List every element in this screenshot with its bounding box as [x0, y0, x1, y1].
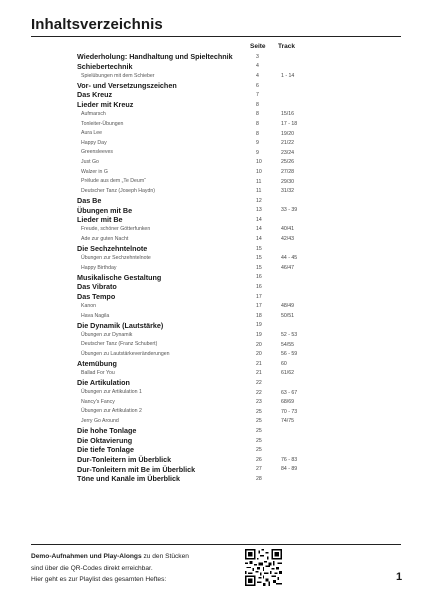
toc-entry-title: Aura Lee	[81, 130, 103, 137]
toc-entry-title: Just Go	[81, 159, 99, 166]
toc-entry-page: 19	[256, 332, 262, 339]
toc-entry-page: 25	[256, 437, 262, 444]
toc-section-row	[0, 359, 423, 369]
toc-section-row	[0, 321, 423, 331]
toc-entry-title: Ballad For You	[81, 370, 115, 377]
toc-entry-page: 9	[256, 149, 259, 156]
toc-entry-title: Übungen zur Dynamik	[81, 331, 133, 338]
toc-entry-track: 63 - 67	[281, 389, 298, 396]
toc-entry-title: Übungen zur Artikulation 1	[81, 389, 142, 396]
toc-entry-title: Das Kreuz	[77, 90, 113, 100]
toc-entry-page: 7	[256, 92, 259, 99]
toc-entry-title: Atemübung	[77, 359, 117, 368]
toc-entry-title: Die Artikulation	[77, 378, 130, 388]
toc-entry-page: 28	[256, 475, 262, 482]
toc-subentry-row	[0, 263, 423, 273]
toc-subentry-row	[0, 407, 423, 417]
toc-entry-page: 16	[256, 274, 262, 281]
toc-entry-page: 4	[256, 63, 259, 70]
toc-entry-page: 25	[256, 418, 262, 425]
toc-entry-track: 44 - 45	[281, 255, 298, 262]
toc-subentry-row	[0, 71, 423, 81]
toc-entry-track: 68/69	[281, 399, 294, 406]
toc-subentry-row	[0, 330, 423, 340]
toc-entry-title: Die Oktavierung	[77, 435, 133, 445]
toc-entry-page: 14	[256, 236, 262, 243]
toc-entry-title: Walzer in G	[81, 168, 108, 175]
toc-entry-track: 54/55	[281, 341, 294, 348]
toc-entry-title: Hava Nagila	[81, 312, 110, 319]
toc-subentry-row	[0, 110, 423, 120]
toc-entry-title: Wiederholung: Handhaltung und Spieltechnik	[77, 52, 233, 61]
toc-entry-page: 21	[256, 370, 262, 377]
toc-entry-title: Kanon	[81, 302, 97, 309]
qr-code-icon[interactable]	[245, 549, 282, 586]
toc-section-row	[0, 273, 423, 283]
toc-entry-page: 25	[256, 427, 262, 434]
toc-entry-page: 18	[256, 312, 262, 319]
toc-entry-title: Prélude aus dem „Te Deum“	[81, 178, 146, 185]
toc-entry-page: 20	[256, 341, 262, 348]
toc-subentry-row	[0, 340, 423, 350]
toc-entry-page: 9	[256, 140, 259, 147]
toc-section-row	[0, 436, 423, 446]
toc-entry-title: Dur-Tonleitern im Überblick	[77, 454, 172, 464]
toc-entry-track: 74/75	[281, 418, 294, 425]
toc-section-row	[0, 52, 423, 62]
toc-entry-track: 40/41	[281, 226, 294, 233]
toc-subentry-row	[0, 148, 423, 158]
toc-entry-page: 15	[256, 245, 262, 252]
footer-divider	[31, 544, 401, 545]
toc-entry-page: 12	[256, 197, 262, 204]
footer-bold-lead: Demo-Aufnahmen und Play-Alongs	[31, 553, 142, 560]
toc-entry-page: 27	[256, 466, 262, 473]
toc-entry-title: Aufmarsch	[81, 111, 106, 118]
toc-subentry-row	[0, 253, 423, 263]
toc-subentry-row	[0, 397, 423, 407]
toc-entry-title: Vor- und Versetzungszeichen	[77, 80, 177, 90]
toc-entry-track: 19/20	[281, 130, 294, 137]
footer-line3: Hier geht es zur Playlist des gesamten Heftes:	[31, 576, 167, 583]
toc-entry-page: 11	[256, 178, 262, 185]
toc-entry-page: 11	[256, 188, 262, 195]
toc-subentry-row	[0, 158, 423, 168]
table-of-contents	[0, 52, 423, 484]
toc-entry-track: 76 - 83	[281, 456, 298, 463]
toc-subentry-row	[0, 119, 423, 129]
toc-entry-title: Musikalische Gestaltung	[77, 272, 162, 282]
toc-entry-track: 29/30	[281, 178, 294, 185]
toc-entry-title: Das Be	[77, 195, 102, 205]
toc-entry-title: Deutscher Tanz (Franz Schubert)	[81, 341, 158, 348]
toc-section-row	[0, 378, 423, 388]
toc-entry-title: Die hohe Tonlage	[77, 426, 137, 436]
toc-entry-track: 15/16	[281, 111, 294, 118]
toc-entry-title: Übungen zur Sechzehntelnote	[81, 254, 151, 261]
toc-subentry-row	[0, 177, 423, 187]
toc-subentry-row	[0, 311, 423, 321]
toc-entry-page: 8	[256, 120, 259, 127]
toc-entry-page: 25	[256, 408, 262, 415]
toc-entry-track: 56 - 59	[281, 351, 298, 358]
toc-entry-title: Das Tempo	[77, 291, 116, 301]
page-title: Inhaltsverzeichnis	[31, 16, 163, 33]
toc-entry-track: 25/26	[281, 159, 294, 166]
toc-subentry-row	[0, 167, 423, 177]
toc-entry-title: Übungen zu Lautstärkeveränderungen	[81, 350, 170, 357]
toc-entry-page: 21	[256, 360, 262, 367]
toc-subentry-row	[0, 369, 423, 379]
toc-section-row	[0, 426, 423, 436]
toc-entry-track: 84 - 89	[281, 466, 298, 473]
toc-entry-page: 16	[256, 284, 262, 291]
toc-entry-title: Tonleiter-Übungen	[81, 120, 124, 127]
toc-entry-page: 17	[256, 293, 262, 300]
toc-subentry-row	[0, 234, 423, 244]
toc-entry-track: 70 - 73	[281, 408, 298, 415]
toc-entry-track: 60	[281, 360, 287, 367]
toc-subentry-row	[0, 349, 423, 359]
toc-entry-page: 25	[256, 447, 262, 454]
toc-entry-track: 50/51	[281, 312, 294, 319]
toc-section-row	[0, 244, 423, 254]
toc-entry-title: Übungen mit Be	[77, 205, 133, 215]
toc-entry-page: 8	[256, 101, 259, 108]
toc-entry-page: 15	[256, 255, 262, 262]
footer-line1: zu den Stücken	[141, 553, 189, 560]
toc-entry-track: 42/43	[281, 236, 294, 243]
toc-entry-track: 31/32	[281, 188, 294, 195]
toc-entry-track: 61/62	[281, 370, 294, 377]
toc-section-row	[0, 215, 423, 225]
toc-entry-page: 22	[256, 389, 262, 396]
toc-entry-title: Töne und Kanäle im Überblick	[77, 474, 181, 484]
toc-subentry-row	[0, 388, 423, 398]
toc-entry-track: 46/47	[281, 264, 294, 271]
toc-section-row	[0, 81, 423, 91]
toc-entry-track: 21/22	[281, 140, 294, 147]
page-number: 1	[396, 571, 403, 583]
toc-entry-title: Ade zur guten Nacht	[81, 235, 129, 242]
toc-entry-title: Nancy's Fancy	[81, 398, 115, 405]
toc-entry-page: 10	[256, 168, 262, 175]
toc-entry-page: 14	[256, 226, 262, 233]
toc-subentry-row	[0, 186, 423, 196]
toc-entry-title: Die Dynamik (Lautstärke)	[77, 320, 164, 330]
toc-entry-title: Lieder mit Kreuz	[77, 99, 134, 109]
toc-entry-title: Greensleeves	[81, 149, 114, 156]
toc-entry-title: Lieder mit Be	[77, 215, 123, 225]
toc-subentry-row	[0, 417, 423, 427]
toc-entry-page: 4	[256, 72, 259, 79]
toc-entry-title: Übungen zur Artikulation 2	[81, 408, 142, 415]
toc-subentry-row	[0, 225, 423, 235]
toc-section-row	[0, 465, 423, 475]
toc-entry-track: 1 - 14	[281, 72, 295, 79]
toc-entry-page: 17	[256, 303, 262, 310]
title-divider	[31, 36, 401, 37]
column-header-track: Track	[278, 43, 295, 50]
toc-subentry-row	[0, 129, 423, 139]
toc-entry-track: 33 - 39	[281, 207, 298, 214]
footer-note	[31, 551, 189, 586]
toc-entry-title: Deutscher Tanz (Joseph Haydn)	[81, 187, 156, 194]
toc-entry-title: Die tiefe Tonlage	[77, 445, 134, 455]
toc-entry-title: Happy Birthday	[81, 264, 117, 271]
toc-entry-page: 15	[256, 264, 262, 271]
toc-entry-page: 3	[256, 53, 259, 60]
footer-line2: sind über die QR-Codes direkt erreichbar.	[31, 564, 153, 572]
column-header-page: Seite	[250, 43, 266, 50]
toc-entry-title: Das Vibrato	[77, 282, 117, 292]
toc-entry-track: 17 - 18	[281, 120, 298, 127]
toc-entry-title: Spielübungen mit dem Schieber	[81, 72, 155, 79]
toc-entry-page: 22	[256, 379, 262, 386]
toc-section-row	[0, 206, 423, 216]
toc-entry-title: Die Sechzehntelnote	[77, 243, 148, 253]
toc-section-row	[0, 196, 423, 206]
toc-entry-title: Dur-Tonleitern mit Be im Überblick	[77, 464, 196, 474]
toc-entry-title: Freude, schöner Götterfunken	[81, 226, 151, 233]
toc-entry-page: 8	[256, 111, 259, 118]
toc-section-row	[0, 455, 423, 465]
toc-section-row	[0, 445, 423, 455]
toc-entry-page: 19	[256, 322, 262, 329]
toc-entry-track: 27/28	[281, 168, 294, 175]
toc-entry-track: 52 - 53	[281, 332, 298, 339]
toc-entry-page: 20	[256, 351, 262, 358]
toc-section-row	[0, 282, 423, 292]
toc-section-row	[0, 474, 423, 484]
toc-section-row	[0, 90, 423, 100]
toc-entry-page: 13	[256, 207, 262, 214]
toc-entry-page: 26	[256, 456, 262, 463]
toc-entry-page: 23	[256, 399, 262, 406]
toc-entry-title: Jerry Go Around	[81, 418, 119, 425]
toc-section-row	[0, 62, 423, 72]
toc-entry-track: 48/49	[281, 303, 294, 310]
toc-entry-title: Schiebertechnik	[77, 61, 133, 71]
toc-entry-page: 6	[256, 82, 259, 89]
toc-entry-page: 14	[256, 216, 262, 223]
toc-entry-title: Happy Day	[81, 139, 107, 146]
toc-entry-page: 8	[256, 130, 259, 137]
toc-entry-track: 23/24	[281, 149, 294, 156]
toc-section-row	[0, 100, 423, 110]
toc-subentry-row	[0, 301, 423, 311]
toc-subentry-row	[0, 138, 423, 148]
toc-section-row	[0, 292, 423, 302]
toc-entry-page: 10	[256, 159, 262, 166]
